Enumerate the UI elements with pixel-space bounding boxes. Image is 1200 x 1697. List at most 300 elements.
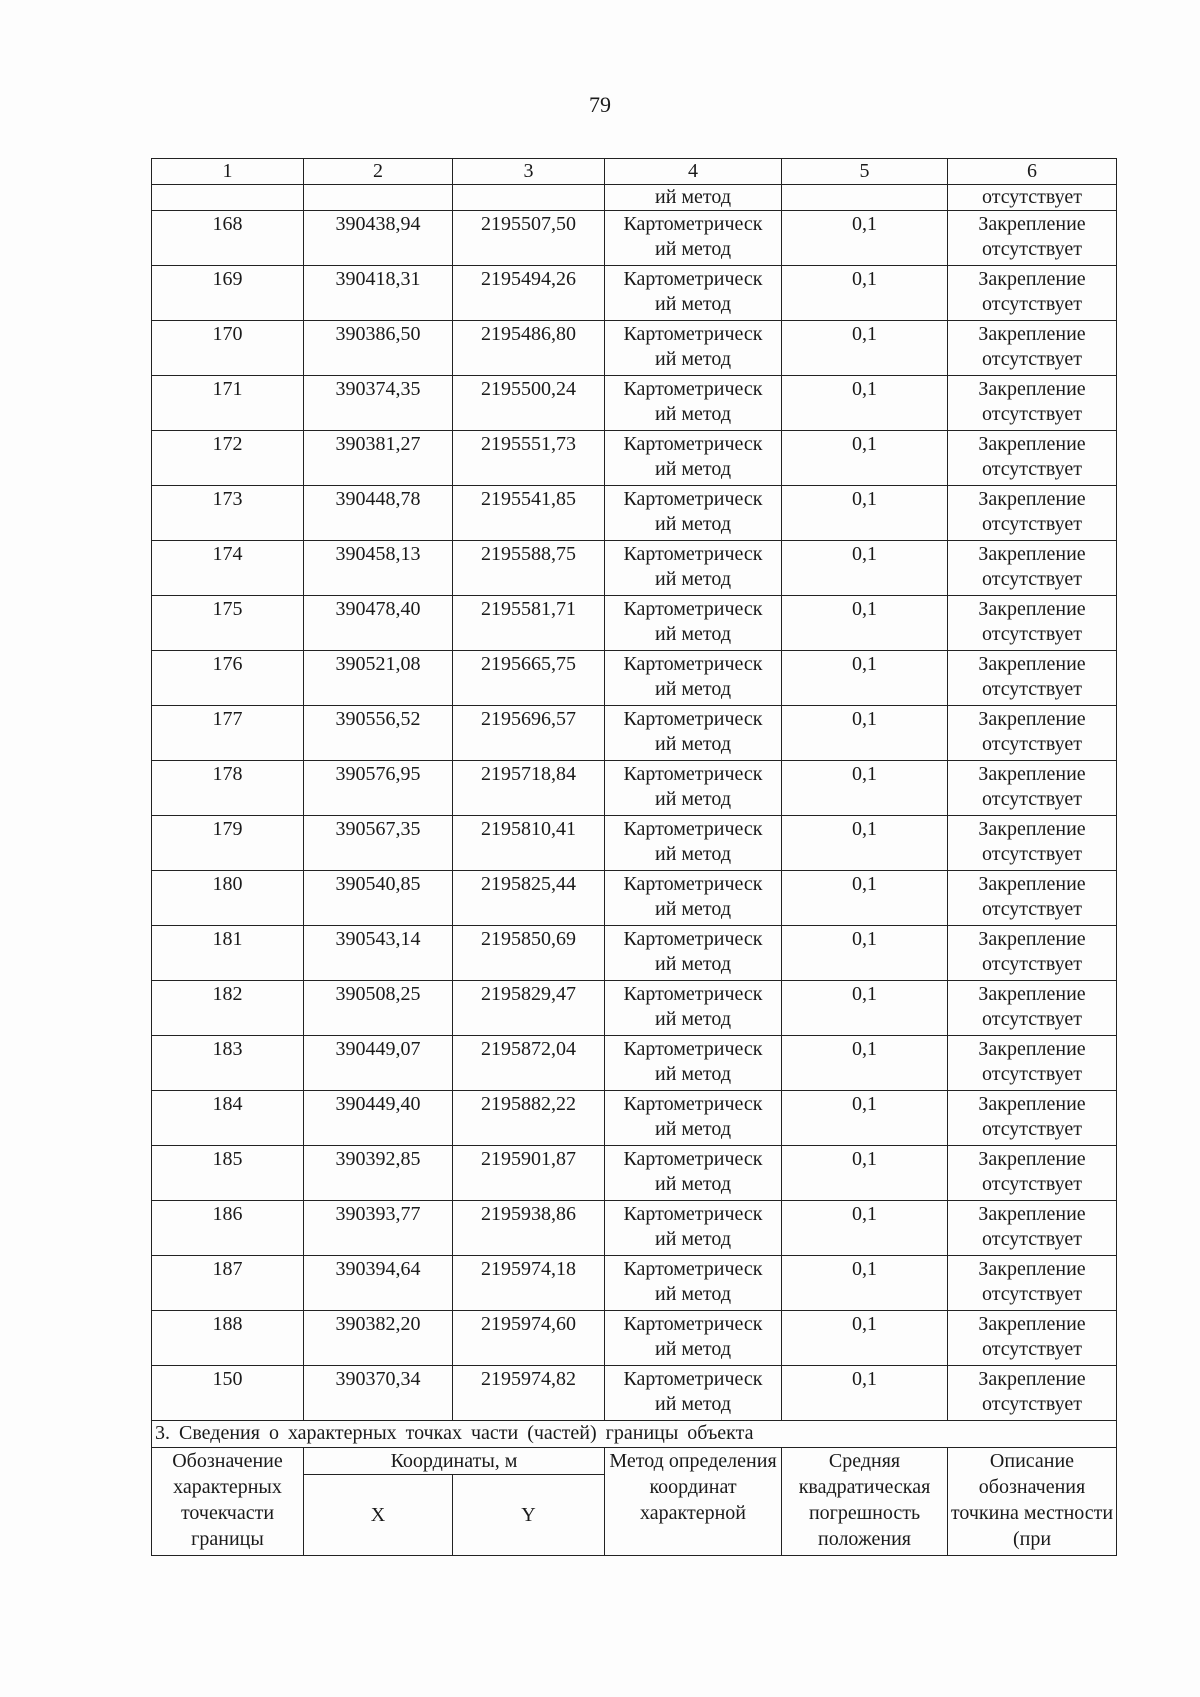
point-number-cell-line: 175 — [212, 598, 243, 620]
description-cell-line: Закрепление — [978, 818, 1086, 840]
method-cell-line: Картометрическ — [623, 873, 763, 895]
description-cell — [948, 266, 1117, 321]
error-cell-line: 0,1 — [852, 983, 877, 1005]
table-row — [152, 926, 1117, 981]
error-cell — [782, 211, 948, 266]
method-cell — [605, 1256, 782, 1311]
method-cell-line: ий метод — [654, 458, 731, 480]
error-cell — [782, 761, 948, 816]
x-coordinate-cell — [304, 1311, 453, 1366]
point-number-cell — [152, 1091, 304, 1146]
y-coordinate-cell — [453, 266, 605, 321]
description-cell-line: Закрепление — [978, 1038, 1086, 1060]
error-cell — [782, 1091, 948, 1146]
error-cell-line: 0,1 — [852, 268, 877, 290]
y-coordinate-cell-line: 2195901,87 — [481, 1148, 576, 1170]
description-cell — [948, 486, 1117, 541]
y-coordinate-cell-line: 2195974,18 — [481, 1258, 576, 1280]
error-cell-line: 0,1 — [852, 873, 877, 895]
error-cell-line: 0,1 — [852, 213, 877, 235]
description-cell-line: Закрепление — [978, 1258, 1086, 1280]
error-cell-line: 0,1 — [852, 708, 877, 730]
description-cell — [948, 376, 1117, 431]
point-number-cell-line: 180 — [212, 873, 243, 895]
x-coordinate-cell — [304, 486, 453, 541]
error-cell — [782, 926, 948, 981]
y-coordinate-cell-line: 2195825,44 — [481, 873, 576, 895]
point-number-cell — [152, 266, 304, 321]
y-coordinate-cell-line: 2195974,60 — [481, 1313, 576, 1335]
point-number-cell — [152, 1201, 304, 1256]
table-row — [152, 761, 1117, 816]
table-row — [152, 1311, 1117, 1366]
method-cell — [605, 321, 782, 376]
point-number-cell-line: 177 — [212, 708, 243, 730]
point-number-cell-line: 185 — [212, 1148, 243, 1170]
method-cell-line: Картометрическ — [623, 818, 763, 840]
x-coordinate-cell-line: 390478,40 — [335, 598, 421, 620]
method-cell — [605, 926, 782, 981]
y-coordinate-cell — [453, 1036, 605, 1091]
point-number-cell-line: 150 — [212, 1368, 243, 1390]
method-cell-line: Картометрическ — [623, 983, 763, 1005]
description-cell — [948, 211, 1117, 266]
y-coordinate-cell — [453, 926, 605, 981]
y-coordinate-cell — [453, 1201, 605, 1256]
x-coordinate-cell — [304, 321, 453, 376]
point-number-cell — [152, 926, 304, 981]
y-coordinate-cell — [453, 1256, 605, 1311]
error-cell-line: 0,1 — [852, 1313, 877, 1335]
table-row — [152, 376, 1117, 431]
table-row — [152, 596, 1117, 651]
method-cell-line: Картометрическ — [623, 488, 763, 510]
method-cell — [605, 376, 782, 431]
description-cell-line: Закрепление — [978, 1368, 1086, 1390]
x-coordinate-cell — [304, 651, 453, 706]
point-number-cell-line: 173 — [212, 488, 243, 510]
table-cell — [304, 185, 453, 211]
method-cell-line: ий метод — [654, 623, 731, 645]
description-cell-line: Закрепление — [978, 983, 1086, 1005]
description-cell-line: Закрепление — [978, 543, 1086, 565]
y-coordinate-cell — [453, 321, 605, 376]
table-cell — [453, 185, 605, 211]
method-cell — [605, 1091, 782, 1146]
y-coordinate-cell-line: 2195872,04 — [481, 1038, 576, 1060]
description-cell-line: Закрепление — [978, 323, 1086, 345]
y-coordinate-cell — [453, 541, 605, 596]
method-cell-line: Картометрическ — [623, 543, 763, 565]
description-cell — [948, 1146, 1117, 1201]
point-number-cell — [152, 486, 304, 541]
point-number-cell — [152, 376, 304, 431]
method-cell-line: Картометрическ — [623, 1258, 763, 1280]
error-cell-line: 0,1 — [852, 488, 877, 510]
error-cell-line: 0,1 — [852, 598, 877, 620]
y-coordinate-cell — [453, 1311, 605, 1366]
point-number-cell — [152, 1366, 304, 1421]
description-cell — [948, 1366, 1117, 1421]
method-cell-line: ий метод — [654, 1008, 731, 1030]
table-row — [152, 541, 1117, 596]
x-coordinate-cell — [304, 431, 453, 486]
point-number-cell — [152, 816, 304, 871]
method-cell-line: Картометрическ — [623, 763, 763, 785]
error-cell-line: 0,1 — [852, 1368, 877, 1390]
description-cell-line: отсутствует — [981, 1338, 1083, 1360]
description-cell-line: отсутствует — [981, 1063, 1083, 1085]
y-coordinate-cell-line: 2195541,85 — [481, 488, 576, 510]
method-cell-line: ий метод — [654, 568, 731, 590]
description-cell-line: отсутствует — [981, 1173, 1083, 1195]
point-number-cell — [152, 706, 304, 761]
error-cell — [782, 596, 948, 651]
x-coordinate-cell — [304, 1366, 453, 1421]
x-coordinate-cell — [304, 926, 453, 981]
x-coordinate-cell-line: 390448,78 — [335, 488, 421, 510]
y-coordinate-cell-line: 2195850,69 — [481, 928, 576, 950]
y-coordinate-cell-line: 2195581,71 — [481, 598, 576, 620]
point-number-cell-line: 172 — [212, 433, 243, 455]
header-coordinates: Координаты, м — [304, 1448, 605, 1475]
description-cell-line: отсутствует — [981, 678, 1083, 700]
error-cell — [782, 1201, 948, 1256]
table-row — [152, 486, 1117, 541]
point-number-cell-line: 174 — [212, 543, 243, 565]
table-row — [152, 431, 1117, 486]
method-cell — [605, 706, 782, 761]
description-cell-line: отсутствует — [981, 1393, 1083, 1415]
description-cell-line: отсутствует — [981, 623, 1083, 645]
point-number-cell-line: 168 — [212, 213, 243, 235]
point-number-cell — [152, 1311, 304, 1366]
description-cell — [948, 761, 1117, 816]
error-cell — [782, 1036, 948, 1091]
description-cell — [948, 651, 1117, 706]
y-coordinate-cell-line: 2195829,47 — [481, 983, 576, 1005]
point-number-cell — [152, 1036, 304, 1091]
x-coordinate-cell-line: 390556,52 — [335, 708, 421, 730]
table-row — [152, 1366, 1117, 1421]
error-cell-line: 0,1 — [852, 378, 877, 400]
column-number: 6 — [948, 159, 1117, 185]
y-coordinate-cell — [453, 211, 605, 266]
method-cell-line: Картометрическ — [623, 928, 763, 950]
x-coordinate-cell — [304, 1201, 453, 1256]
y-coordinate-cell-line: 2195718,84 — [481, 763, 576, 785]
error-cell-line: 0,1 — [852, 1258, 877, 1280]
error-cell — [782, 1366, 948, 1421]
column-number: 2 — [304, 159, 453, 185]
x-coordinate-cell — [304, 1091, 453, 1146]
x-coordinate-cell — [304, 871, 453, 926]
method-cell-line: ий метод — [654, 1393, 731, 1415]
error-cell-line: 0,1 — [852, 1203, 877, 1225]
point-number-cell — [152, 541, 304, 596]
error-cell-line: 0,1 — [852, 543, 877, 565]
point-number-cell-line: 187 — [212, 1258, 243, 1280]
description-cell-line: отсутствует — [981, 568, 1083, 590]
description-cell-line: Закрепление — [978, 1203, 1086, 1225]
x-coordinate-cell-line: 390543,14 — [335, 928, 421, 950]
description-cell — [948, 871, 1117, 926]
point-number-cell — [152, 1146, 304, 1201]
x-coordinate-cell-line: 390370,34 — [335, 1368, 421, 1390]
header-x: X — [304, 1475, 453, 1556]
y-coordinate-cell-line: 2195507,50 — [481, 213, 576, 235]
y-coordinate-cell — [453, 1091, 605, 1146]
point-number-cell-line: 171 — [212, 378, 243, 400]
description-cell-line: Закрепление — [978, 598, 1086, 620]
column-number: 5 — [782, 159, 948, 185]
point-number-cell — [152, 651, 304, 706]
error-cell — [782, 541, 948, 596]
error-cell-line: 0,1 — [852, 1093, 877, 1115]
description-cell-line: Закрепление — [978, 763, 1086, 785]
y-coordinate-cell-line: 2195974,82 — [481, 1368, 576, 1390]
method-cell-line: Картометрическ — [623, 653, 763, 675]
y-coordinate-cell — [453, 376, 605, 431]
description-cell-line: отсутствует — [981, 1228, 1083, 1250]
method-cell-line: ий метод — [654, 1338, 731, 1360]
error-cell-line: 0,1 — [852, 1038, 877, 1060]
x-coordinate-cell-line: 390394,64 — [335, 1258, 421, 1280]
error-cell-line: 0,1 — [852, 763, 877, 785]
x-coordinate-cell — [304, 761, 453, 816]
point-number-cell-line: 186 — [212, 1203, 243, 1225]
description-cell-line: отсутствует — [981, 733, 1083, 755]
error-cell-line: 0,1 — [852, 433, 877, 455]
table-row — [152, 321, 1117, 376]
y-coordinate-cell — [453, 981, 605, 1036]
point-number-cell-line: 188 — [212, 1313, 243, 1335]
description-cell-line: отсутствует — [981, 293, 1083, 315]
method-cell — [605, 816, 782, 871]
description-cell-line: Закрепление — [978, 928, 1086, 950]
method-cell — [605, 431, 782, 486]
error-cell — [782, 486, 948, 541]
point-number-cell — [152, 321, 304, 376]
point-number-cell — [152, 211, 304, 266]
description-cell-line: Закрепление — [978, 378, 1086, 400]
coordinates-table — [151, 158, 1117, 1556]
error-cell — [782, 871, 948, 926]
table-row — [152, 1256, 1117, 1311]
description-cell-line: отсутствует — [981, 1008, 1083, 1030]
x-coordinate-cell — [304, 596, 453, 651]
method-cell-line: ий метод — [654, 348, 731, 370]
table-cell: ий метод — [605, 185, 782, 211]
y-coordinate-cell-line: 2195665,75 — [481, 653, 576, 675]
method-cell — [605, 1036, 782, 1091]
error-cell — [782, 981, 948, 1036]
description-cell-line: Закрепление — [978, 268, 1086, 290]
description-cell-line: Закрепление — [978, 873, 1086, 895]
header-point-designation: Обозначение характерных точекчасти границы — [152, 1448, 304, 1556]
y-coordinate-cell — [453, 431, 605, 486]
method-cell-line: ий метод — [654, 1173, 731, 1195]
description-cell-line: отсутствует — [981, 788, 1083, 810]
description-cell-line: Закрепление — [978, 708, 1086, 730]
y-coordinate-cell-line: 2195588,75 — [481, 543, 576, 565]
method-cell-line: Картометрическ — [623, 1148, 763, 1170]
error-cell — [782, 321, 948, 376]
description-cell-line: Закрепление — [978, 1313, 1086, 1335]
x-coordinate-cell-line: 390458,13 — [335, 543, 421, 565]
x-coordinate-cell — [304, 376, 453, 431]
column-number: 1 — [152, 159, 304, 185]
point-number-cell — [152, 431, 304, 486]
point-number-cell-line: 169 — [212, 268, 243, 290]
header-error: Средняя квадратическая погрешность положения — [782, 1448, 948, 1556]
description-cell-line: отсутствует — [981, 348, 1083, 370]
x-coordinate-cell-line: 390393,77 — [335, 1203, 421, 1225]
y-coordinate-cell-line: 2195810,41 — [481, 818, 576, 840]
description-cell-line: отсутствует — [981, 403, 1083, 425]
method-cell-line: ий метод — [654, 843, 731, 865]
table-row — [152, 211, 1117, 266]
error-cell-line: 0,1 — [852, 928, 877, 950]
y-coordinate-cell-line: 2195551,73 — [481, 433, 576, 455]
method-cell — [605, 981, 782, 1036]
method-cell — [605, 211, 782, 266]
description-cell-line: Закрепление — [978, 433, 1086, 455]
table-row — [152, 816, 1117, 871]
method-cell-line: ий метод — [654, 403, 731, 425]
y-coordinate-cell — [453, 761, 605, 816]
description-cell — [948, 1201, 1117, 1256]
x-coordinate-cell-line: 390386,50 — [335, 323, 421, 345]
header-y: Y — [453, 1475, 605, 1556]
point-number-cell-line: 183 — [212, 1038, 243, 1060]
x-coordinate-cell — [304, 541, 453, 596]
table-row — [152, 1146, 1117, 1201]
y-coordinate-cell — [453, 651, 605, 706]
x-coordinate-cell-line: 390508,25 — [335, 983, 421, 1005]
point-number-cell-line: 176 — [212, 653, 243, 675]
point-number-cell — [152, 871, 304, 926]
error-cell-line: 0,1 — [852, 818, 877, 840]
y-coordinate-cell — [453, 1146, 605, 1201]
table-row — [152, 981, 1117, 1036]
method-cell — [605, 596, 782, 651]
point-number-cell — [152, 596, 304, 651]
x-coordinate-cell — [304, 211, 453, 266]
x-coordinate-cell — [304, 1256, 453, 1311]
method-cell-line: ий метод — [654, 953, 731, 975]
method-cell — [605, 1146, 782, 1201]
column-number-row — [152, 159, 1117, 185]
y-coordinate-cell-line: 2195938,86 — [481, 1203, 576, 1225]
method-cell-line: ий метод — [654, 678, 731, 700]
y-coordinate-cell — [453, 486, 605, 541]
point-number-cell — [152, 1256, 304, 1311]
x-coordinate-cell-line: 390449,07 — [335, 1038, 421, 1060]
description-cell — [948, 981, 1117, 1036]
x-coordinate-cell-line: 390540,85 — [335, 873, 421, 895]
method-cell-line: ий метод — [654, 1228, 731, 1250]
page-number: 79 — [589, 92, 611, 117]
method-cell-line: ий метод — [654, 733, 731, 755]
table-row — [152, 651, 1117, 706]
y-coordinate-cell — [453, 706, 605, 761]
error-cell — [782, 266, 948, 321]
x-coordinate-cell-line: 390381,27 — [335, 433, 421, 455]
description-cell-line: отсутствует — [981, 513, 1083, 535]
y-coordinate-cell-line: 2195696,57 — [481, 708, 576, 730]
table-row — [152, 1091, 1117, 1146]
description-cell — [948, 926, 1117, 981]
method-cell — [605, 541, 782, 596]
y-coordinate-cell — [453, 596, 605, 651]
method-cell-line: Картометрическ — [623, 1368, 763, 1390]
point-number-cell-line: 170 — [212, 323, 243, 345]
description-cell-line: отсутствует — [981, 238, 1083, 260]
method-cell-line: Картометрическ — [623, 598, 763, 620]
method-cell-line: ий метод — [654, 788, 731, 810]
x-coordinate-cell — [304, 706, 453, 761]
error-cell — [782, 651, 948, 706]
method-cell-line: Картометрическ — [623, 708, 763, 730]
method-cell-line: ий метод — [654, 293, 731, 315]
description-cell — [948, 816, 1117, 871]
error-cell-line: 0,1 — [852, 1148, 877, 1170]
description-cell-line: отсутствует — [981, 898, 1083, 920]
x-coordinate-cell-line: 390449,40 — [335, 1093, 421, 1115]
method-cell-line: Картометрическ — [623, 1313, 763, 1335]
description-cell-line: Закрепление — [978, 1093, 1086, 1115]
error-cell-line: 0,1 — [852, 323, 877, 345]
section-3-title-row — [152, 1421, 1117, 1448]
description-cell — [948, 706, 1117, 761]
point-number-cell-line: 182 — [212, 983, 243, 1005]
method-cell-line: ий метод — [654, 898, 731, 920]
error-cell — [782, 706, 948, 761]
header-description: Описание обозначения точкина местности (при — [948, 1448, 1117, 1556]
method-cell-line: Картометрическ — [623, 1038, 763, 1060]
x-coordinate-cell-line: 390567,35 — [335, 818, 421, 840]
x-coordinate-cell-line: 390438,94 — [335, 213, 421, 235]
header-method: Метод определения координат характерной — [605, 1448, 782, 1556]
method-cell-line: Картометрическ — [623, 268, 763, 290]
table-row — [152, 266, 1117, 321]
table-row — [152, 1036, 1117, 1091]
description-cell — [948, 541, 1117, 596]
error-cell — [782, 431, 948, 486]
description-cell — [948, 1091, 1117, 1146]
method-cell — [605, 1311, 782, 1366]
x-coordinate-cell — [304, 266, 453, 321]
method-cell-line: ий метод — [654, 238, 731, 260]
y-coordinate-cell-line: 2195882,22 — [481, 1093, 576, 1115]
point-number-cell-line: 184 — [212, 1093, 243, 1115]
continuation-row — [152, 185, 1117, 211]
method-cell-line: ий метод — [654, 513, 731, 535]
x-coordinate-cell-line: 390374,35 — [335, 378, 421, 400]
table-cell — [152, 185, 304, 211]
point-number-cell-line: 181 — [212, 928, 243, 950]
x-coordinate-cell-line: 390382,20 — [335, 1313, 421, 1335]
table-cell: отсутствует — [948, 185, 1117, 211]
x-coordinate-cell-line: 390392,85 — [335, 1148, 421, 1170]
section-3-header-row — [152, 1448, 1117, 1475]
x-coordinate-cell — [304, 1036, 453, 1091]
description-cell-line: отсутствует — [981, 458, 1083, 480]
y-coordinate-cell-line: 2195500,24 — [481, 378, 576, 400]
description-cell — [948, 596, 1117, 651]
x-coordinate-cell — [304, 816, 453, 871]
